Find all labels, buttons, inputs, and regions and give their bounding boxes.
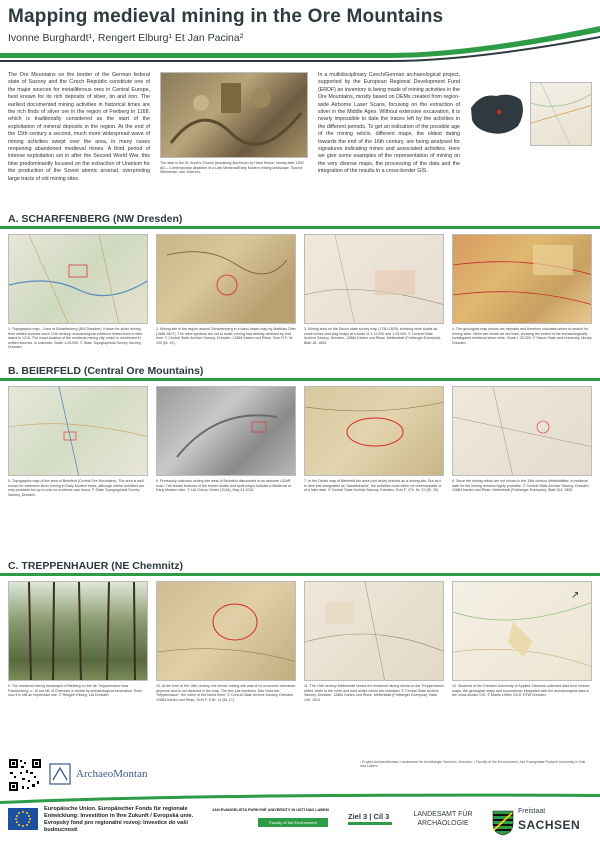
section-c-title: C. TREPPENHAUER (NE Chemnitz) — [8, 560, 184, 572]
poster-title: Mapping medieval mining in the Ore Mountains — [8, 6, 444, 27]
affiliations: ¹ Projekt ArchaeoMontan, Landesamt für Archäologie Sachsen, Dresden; ² Faculty of the Environment, Jan Evangelista Purkyně University in Ústí nad Labem — [360, 760, 586, 769]
figure-8-caption: 8. Since the mining relicts are not shown in the 19th century Meilenblätter, a medieval date for the mining remains highly probable. © Central State Archive Saxony, Dresden, 12884 Karten und Risse, Meilenblatt (Freiberger Exemplar), Blatt 224, 1830. — [452, 479, 590, 493]
figure-1-caption: 1. Topographic map – Area of Scharfenberg (NW Dresden). Known for silver mining from written sources since 12th century; archaeological evidence limited from a mine dated to 1216. The exact location of the medieval mining city, which is mentioned in written sources, is unknown. Scale 1:25.000. © State Topographical Survey Saxony, Dresden. — [8, 327, 143, 350]
figure-10-caption: 10. At the time of the 16th century, the former mining site was of no economic relevance anymore and is not depicted in the map. The text just mentions 'Das Holtz der Treppenhauer', the name of the forest there. © Central State Archive Saxony, Dresden, 12884 Karten und Risse, Schr F. 5 Nr. 14 (Bl. 17). — [156, 684, 296, 702]
figure-4-caption: 4. The geological map shows ore deposits and therefore indicates where to search for mining sites. Veins are shown as red lines, showing the extent of the archaeologically investigated medieval silver mine. Scale 1:25.000. © Saxon State and University Library Dresden. — [452, 327, 592, 345]
region-map — [530, 82, 592, 146]
figure-2-caption: 2. Mining site in the region around Scharfenberg in a hand-drawn map by Matthias Öder (1586-1607). The mine symbols are not to scale; mining had already declined by that time. © Central State Archive Saxony, Dresden, 12884 Karten und Risse, Schr R F. Nr. 100 (Bl. 10). — [156, 327, 296, 345]
figure-9-caption: 9. The medieval mining landscape of Bleiberg on the hill Treppenhauer near Frankenberg, c. 10 km NE of Chemnitz is visible by archaeological excavation. Even now it is still an impressive site. © Rengert Elburg, LfA Dresden. — [8, 684, 143, 698]
qr-code[interactable] — [8, 758, 42, 792]
lfa-logo-text: LANDESAMT FÜR ARCHÄOLOGIE — [413, 811, 473, 827]
figure-3-caption: 3. Mining area on the Saxon state survey map (1780-1825), showing mine shafts as small circles and slag heaps at a scale of 1:12.000 and 1:25.000. © Central State Archive Saxony, Dresden, 12884 Karten und Risse, Meilenblatt (Freiberger Exemplar), Blatt 18, 1805. — [304, 327, 442, 345]
europe-map — [466, 88, 528, 140]
figure-4-geological-map — [452, 234, 592, 324]
ujep-faculty-badge: Faculty of the Environment — [258, 818, 328, 827]
eu-flag-icon — [8, 808, 38, 830]
altar-painting — [160, 72, 308, 158]
figure-9-forest-photo — [8, 581, 148, 681]
intro-right-text: In a multidisciplinary Czech/German archaeological project, supported by the European Regional Development Fund (ERDF) an inventory is being made of mining activities in the Ore Mountains, mostly based on DEMs created from region-wide Airborne Laser Scans, focusing on the extraction of silver in the Middle Ages. Without extensive excavation, it is nearly impossible to date the traces left by the activities in the different periods. To get an indication of the possible age of the mining relicts, different maps, the oldest dating towards the end of the 16th century, are being analysed for signatures indicating mines and associated activities. Here we give some examples of the representation of mining on the very diverse maps, the processing of the data and the integration of the results in a cross-border GIS. — [318, 72, 460, 175]
section-a-bar — [0, 226, 600, 229]
figure-5-topo-map — [8, 386, 148, 476]
figure-3-survey-map — [304, 234, 444, 324]
section-b-bar — [0, 378, 600, 381]
figure-6-caption: 6. Previously unknown mining site west of Beierfeld discovered in an airborne LiDAR scan. The terrain features of the former shafts and spoil heaps indicate a Medieval or Early Modern date. © LfA Grüna, Oeder (2018), May 24 2015. — [156, 479, 291, 493]
figure-12-gis-map — [452, 581, 592, 681]
ziel-logo-text: Ziel 3 | Cíl 3 — [348, 812, 390, 821]
eu-funding-text: Europäische Union. Europäischer Fonds für regionale Entwicklung: Investition in Ihre Zukunft / Evropská unie. Evropský fond pro regionální rozvoj: Investice do vaší budoucnosti — [44, 806, 194, 833]
figure-8-meilenblatt — [452, 386, 592, 476]
intro-left-text: The Ore Mountains on the border of the German federal state of Saxony and the Czech Republic constitute one of the major sources for metalliferous ores in Central Europe, best known for its rich deposits of silver, tin and iron. The earliest documented mining activities in historical times are the rich finds of silver ore in the region of Freiberg in 1168, which is traditionally considered as the start of the exploitation of mineral deposits in the region. At the end of the 15th century a second, much more widespread wave of mining activities swept over the area, in many cases reopening abandoned medieval mines. A third period of intense exploitation set in after the Second World War, this time predominantly focused on the extraction of Uranium for the production of the Soviet atomic arsenal, overprinting large tracts of old mining sites. — [8, 72, 150, 182]
section-b-title: B. BEIERFELD (Central Ore Mountains) — [8, 365, 204, 377]
figure-11-caption: 11. The 19th century Meilenblatt shows the medieval mining relicts on the Treppenhauer either, while to the north and east active mines are indicated. © Central State Archive Saxony, Dresden, 12884 Karten und Risse, Meilenblatt (Freiberger Exemplar), Blatt 140, 1813. — [304, 684, 444, 702]
authors: Ivonne Burghardt¹, Rengert Elburg¹ Et Jan Pacina² — [8, 32, 244, 44]
archaeomontan-logo-icon — [48, 762, 72, 786]
ujep-text: JAN EVANGELISTA PURKYNĚ UNIVERSITY IN ÚSTÍ NAD LABEM — [212, 808, 329, 812]
figure-6-lidar-scan — [156, 386, 296, 476]
saxony-coat-of-arms-icon — [492, 810, 514, 836]
figure-11-meilenblatt — [304, 581, 444, 681]
freistaat-text: Freistaat — [518, 808, 546, 815]
project-name: ArchaeoMontan — [76, 768, 148, 780]
footer-swoosh — [0, 792, 600, 804]
header-swoosh — [0, 20, 600, 65]
section-a-title: A. SCHARFENBERG (NW Dresden) — [8, 213, 183, 225]
sachsen-text: SACHSEN — [518, 818, 581, 832]
figure-12-caption: 12. Students of the Dresden University of Applied Sciences collected data from historic maps, the geological maps and excavations; integrated with the archaeological data in the cross-border GIS. © Martin Löffler 2015, HTW Dresden. — [452, 684, 590, 698]
figure-7-caption: 7. In the Oeder map of Beierfeld the area (red circle) marked as a mining site. But as it is here just designated as 'Sandtschacht', the activities must either be unremarkable or of a later date. © Central State Archive Saxony, Dresden, Schr F. 37b, Nr. 22 (Bl. 35). — [304, 479, 442, 493]
figure-1-topo-map — [8, 234, 148, 324]
figure-5-caption: 5. Topographic map of the area of Beierfeld (Central Ore Mountains). The area is well-known for extensive silver mining in Early Modern times, although earlier activities are only probable but up to now no evidence was found. © State Topographical Survey Saxony, Dresden. — [8, 479, 145, 497]
altar-caption: The altar in the St. Anne's Church (Annaberg-Buchholz) by Hans Hesse, shortly after 1500 AD – Contemporary depiction of a Late Medieval/Early Modern mining landscape. Source: Wikimedia, user Jbarrero. — [160, 161, 304, 175]
svg-text:↗: ↗ — [571, 590, 580, 601]
ziel-logo-bar — [348, 822, 392, 825]
figure-2-oeder-map — [156, 234, 296, 324]
section-c-bar — [0, 573, 600, 576]
figure-10-oeder-map — [156, 581, 296, 681]
figure-7-oeder-map — [304, 386, 444, 476]
